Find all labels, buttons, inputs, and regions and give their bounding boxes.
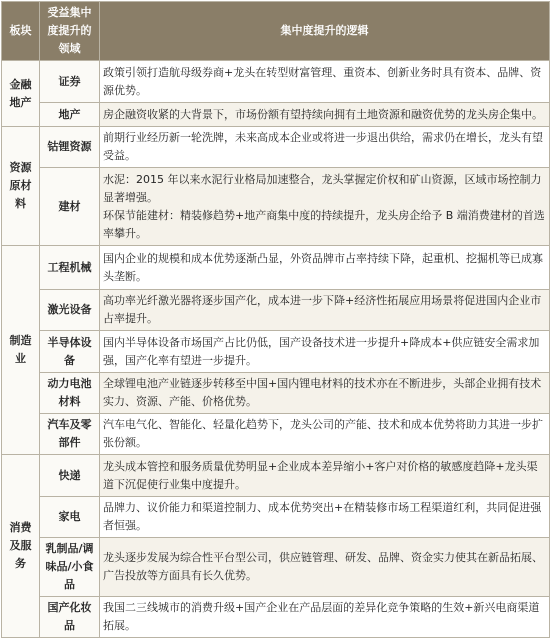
header-row (2, 2, 550, 61)
logic-cell (100, 597, 550, 638)
table-row (2, 127, 550, 168)
industry-cell: 汽车及零部件 (40, 414, 100, 455)
header-logic: 集中度提升的逻辑 (100, 2, 550, 61)
sector-cell-resources: 资源原材料 (2, 127, 40, 246)
logic-text: 高功率光纤激光器将逐步国产化，成本进一步下降+经济性拓展应用场景将促进国内企业市占率提升。 (103, 294, 542, 325)
industry-cell: 半导体设备 (40, 331, 100, 373)
logic-cell (100, 455, 550, 497)
logic-text: 水泥：2015 年以来水泥行业格局加速整合，龙头掌握定价权和矿山资源，区域市场控制力显著增强。 (103, 172, 542, 204)
logic-text: 我国二三线城市的消费升级+国产企业在产品层面的差异化竞争策略的生效+新兴电商渠道拓展。 (103, 601, 540, 632)
logic-cell (100, 290, 550, 331)
logic-cell (100, 331, 550, 373)
industry-cell: 国产化妆品 (40, 597, 100, 638)
table-row (2, 61, 550, 103)
table-row (2, 168, 550, 246)
logic-cell (100, 61, 550, 103)
table-row (2, 538, 550, 597)
industry-cell: 工程机械 (40, 246, 100, 290)
table-row (2, 497, 550, 538)
logic-text: 房企融资收紧的大背景下，市场份额有望持续向拥有土地资源和融资优势的龙头房企集中。 (103, 107, 543, 121)
table-row (2, 331, 550, 373)
logic-text: 环保节能建材：精装修趋势+地产商集中度的持续提升，龙头房企给予 B 端消费建材的首选率攀升。 (103, 208, 545, 240)
logic-text: 前期行业经历新一轮洗牌，未来高成本企业或将进一步退出供给，需求仍在增长，龙头有望受益。 (103, 131, 543, 162)
logic-cell (100, 373, 550, 414)
logic-text: 品牌力、议价能力和渠道控制力、成本优势突出+在精装修市场工程渠道红利，共同促进强者恒强。 (103, 501, 542, 532)
concentration-table (1, 1, 550, 638)
logic-cell (100, 497, 550, 538)
table-row (2, 290, 550, 331)
header-industry: 受益集中度提升的领域 (40, 2, 100, 61)
logic-cell (100, 538, 550, 597)
industry-cell: 建材 (40, 168, 100, 246)
industry-cell: 激光设备 (40, 290, 100, 331)
industry-cell: 动力电池材料 (40, 373, 100, 414)
table-row (2, 246, 550, 290)
logic-cell (100, 414, 550, 455)
logic-cell (100, 103, 550, 127)
logic-text: 国内半导体设备市场国产占比仍低，国产设备技术进一步提升+降成本+供应链安全需求加强，国产化率有望进一步提升。 (103, 335, 540, 367)
industry-cell: 乳制品/调味品/小食品 (40, 538, 100, 597)
table-row (2, 455, 550, 497)
industry-cell: 地产 (40, 103, 100, 127)
table-row (2, 373, 550, 414)
table-row (2, 414, 550, 455)
logic-cell (100, 246, 550, 290)
industry-cell: 证券 (40, 61, 100, 103)
logic-text: 全球锂电池产业链逐步转移至中国+国内锂电材料的技术亦在不断进步，头部企业拥有技术实力、资源、产能、价格优势。 (103, 377, 542, 408)
logic-text: 龙头成本管控和服务质量优势明显+企业成本差异缩小+客户对价格的敏感度趋降+龙头渠道下沉促使行业集中度提升。 (103, 459, 538, 491)
table-row (2, 597, 550, 638)
sector-cell-consumer: 消费及服务 (2, 455, 40, 638)
logic-text: 国内企业的规模和成本优势逐渐凸显，外资品牌市占率持续下降，起重机、挖掘机等已成寡头垄断。 (103, 251, 543, 283)
industry-cell: 家电 (40, 497, 100, 538)
sector-cell-manufacturing: 制造业 (2, 246, 40, 455)
logic-text: 政策引领打造航母级券商+龙头在转型财富管理、重资本、创新业务时具有资本、品牌、资源优势。 (103, 65, 542, 97)
logic-cell (100, 127, 550, 168)
header-sector: 板块 (2, 2, 40, 61)
industry-cell: 钴锂资源 (40, 127, 100, 168)
logic-text: 汽车电气化、智能化、轻量化趋势下，龙头公司的产能、技术和成本优势将助力其进一步扩张份额。 (103, 418, 543, 449)
sector-cell-finance: 金融地产 (2, 61, 40, 127)
logic-cell (100, 168, 550, 246)
logic-text: 龙头逐步发展为综合性平台型公司，供应链管理、研发、品牌、资金实力使其在新品拓展、广告投放等方面具有长久优势。 (103, 551, 543, 582)
industry-cell: 快递 (40, 455, 100, 497)
table-row (2, 103, 550, 127)
